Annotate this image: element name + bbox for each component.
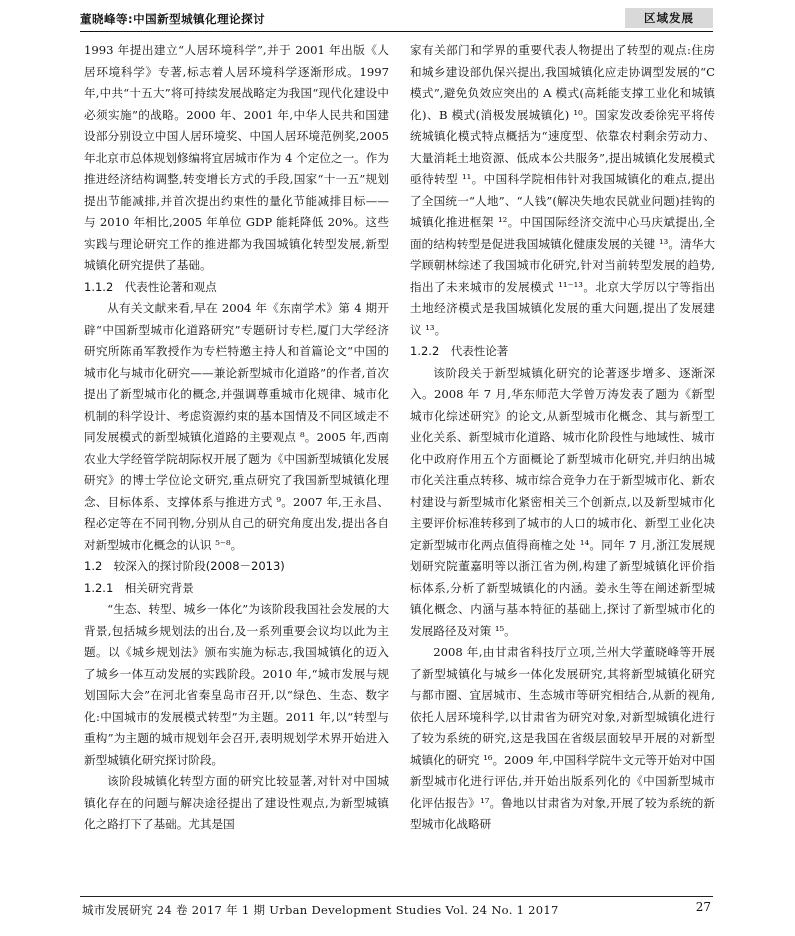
left-column: [84, 40, 389, 892]
paragraph: 该阶段关于新型城镇化研究的论著逐步增多、逐渐深入。2008 年 7 月,华东师范大学曾万涛发表了题为《新型城市化综述研究》的论文,从新型城市化概念、其与新型工业化关系、新型城市化道路、城市化阶段性与地域性、城市化中政府作用五个方面概论了新型城市化研究,并归纳出城市化关注重点转移、城市综合竞争力在于新型城市化、新农村建设与新型城市化紧密相关三个创新点,以及新型城市化主要评价标准转移到了城市的人口的城市化、新型工业化决定新型城市化两点值得商榷之处 ¹⁴。同年 7 月,浙江发展规划研究院董嘉明等以浙江省为例,构建了新型城镇化评价指标体系,分析了新型城镇化的内涵。姜永生等在阐述新型城镇化概念、内涵与基本特征的基础上,探讨了新型城市化的发展路径及对策 ¹⁵。: [410, 365, 715, 638]
section-heading-1-2: 1.2 较深入的探讨阶段(2008－2013): [84, 559, 285, 573]
page-number: 27: [695, 900, 711, 914]
journal-citation: 城市发展研究 24 卷 2017 年 1 期 Urban Development Studies Vol. 24 No. 1 2017: [82, 903, 559, 917]
section-heading-1-2-2: 1.2.2 代表性论著: [410, 344, 509, 358]
right-column: [410, 40, 715, 892]
header-rule: [80, 31, 713, 32]
paragraph: 家有关部门和学界的重要代表人物提出了转型的观点:住房和城乡建设部仇保兴提出,我国城镇化应走协调型发展的“C 模式”,避免负效应突出的 A 模式(高耗能支撑工业化和城镇化)、B 模式(消极发展城镇化) ¹⁰。国家发改委徐宪平将传统城镇化模式特点概括为“速度型、依靠农村剩余劳动力、大量消耗土地资源、低成本公共服务”,提出城镇化发展模式亟待转型 ¹¹。中国科学院相伟针对我国城镇化的难点,提出了全国统一“人地”、“人钱”(解决失地农民就业问题)挂钩的城镇化推进框架 ¹²。中国国际经济交流中心马庆斌提出,全面的结构转型是促进我国城镇化健康发展的关键 ¹³。清华大学顾朝林综述了我国城市化研究,针对当前转型发展的趋势,指出了未来城市的发展模式 ¹¹⁻¹³。北京大学厉以宁等指出土地经济模式是我国城镇化发展的重大问题,提出了发展建议 ¹³。: [410, 43, 715, 337]
section-tag: 区域发展: [625, 8, 713, 28]
section-heading-1-1-2: 1.1.2 代表性论著和观点: [84, 279, 217, 294]
paragraph: 该阶段城镇化转型方面的研究比较显著,对针对中国城镇化存在的问题与解决途径提出了建设性观点,为新型城镇化之路打下了基础。尤其是国: [84, 774, 389, 831]
paragraph: 2008 年,由甘肃省科技厅立项,兰州大学董晓峰等开展了新型城镇化与城乡一体化发展研究,其将新型城镇化研究与都市圈、宜居城市、生态城市等研究相结合,从新的视角,依托人居环境科学,以甘肃省为研究对象,对新型城镇化进行了较为系统的研究,这是我国在省级层面较早开展的对新型城镇化的研究 ¹⁶。2009 年,中国科学院牛文元等开始对中国新型城市化进行评估,并开始出版系列化的《中国新型城市化评估报告》¹⁷。鲁地以甘肃省为对象,开展了较为系统的新型城市化战略研: [410, 645, 715, 831]
section-heading-1-2-1: 1.2.1 相关研究背景: [84, 580, 194, 595]
footer-rule: [80, 896, 713, 897]
paragraph: “生态、转型、城乡一体化”为该阶段我国社会发展的大背景,包括城乡规划法的出台,及一系列重要会议均以此为主题。以《城乡规划法》颁布实施为标志,我国城镇化的迈入了城乡一体互动发展的实践阶段。2010 年,“城市发展与规划国际大会”在河北省秦皇岛市召开,以“绿色、生态、数字化:中国城市的发展模式转型”为主题。2011 年,以“转型与重构”为主题的城市规划年会召开,表明规划学术界开始进入新型城镇化研究探讨阶段。: [84, 602, 389, 767]
running-title: 董晓峰等:中国新型城镇化理论探讨: [80, 12, 266, 26]
paragraph: 从有关文献来看,早在 2004 年《东南学术》第 4 期开辟“中国新型城市化道路研究”专题研讨专栏,厦门大学经济研究所陈甬军教授作为专栏特邀主持人和首篇论文“中国的城市化与城市化研究——兼论新型城市化道路”的作者,首次提出了新型城市化的概念,并强调尊重城市化规律、城市化机制的科学设计、考虑资源约束的基本国情及不同区域走不同发展模式的新型城镇化道路的主要观点 ⁸。2005 年,西南农业大学经管学院胡际权开展了题为《中国新型城镇化发展研究》的博士学位论文研究,重点研究了我国新型城镇化理念、目标体系、支撑体系与推进方式 ⁹。2007 年,王永昌、程必定等在不同刊物,分别从自己的研究角度出发,提出各自对新型城市化概念的认识 ⁵⁻⁸。: [84, 301, 389, 552]
paragraph: 1993 年提出建立“人居环境科学”,并于 2001 年出版《人居环境科学》专著,标志着人居环境科学逐渐形成。1997 年,中共“十五大”将可持续发展战略定为我国“现代化建设中必须实施”的战略。2000 年、2001 年,中华人民共和国建设部分别设立中国人居环境奖、中国人居环境范例奖,2005 年北京市总体规划修编将宜居城市作为 4 个定位之一。作为推进经济结构调整,转变增长方式的手段,国家“十一五”规划提出节能减排,并首次提出约束性的量化节能减排目标—— 与 2010 年相比,2005 年单位 GDP 能耗降低 20%。这些实践与理论研究工作的推进都为我国城镇化转型发展,新型城镇化研究提供了基础。: [84, 43, 389, 272]
running-header: [80, 8, 713, 30]
